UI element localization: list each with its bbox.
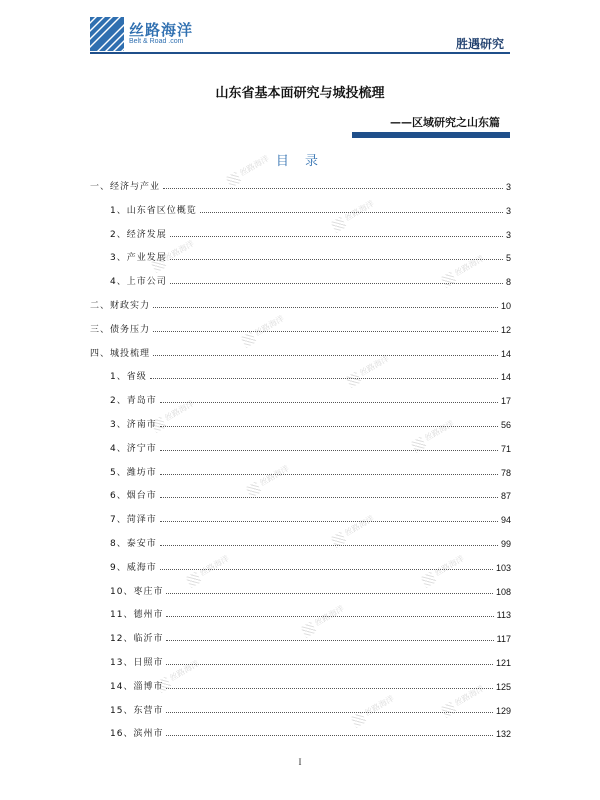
toc-entry-label: 二、财政实力 <box>90 301 151 311</box>
toc-dot-leader <box>160 520 498 522</box>
watermark-text: 丝路海洋 <box>238 153 271 178</box>
toc-entry[interactable] <box>110 392 511 406</box>
toc-dot-leader <box>160 496 498 498</box>
watermark-text: 丝路海洋 <box>423 418 456 443</box>
toc-heading: 目 录 <box>275 154 325 169</box>
toc-entry-label: 8、泰安市 <box>110 539 157 549</box>
toc-entry[interactable] <box>110 487 511 501</box>
toc-entry[interactable] <box>110 583 511 597</box>
toc-entry-label: 9、威海市 <box>110 562 157 573</box>
toc-entry-page: 78 <box>500 467 511 478</box>
toc-entry-page: 125 <box>495 681 511 692</box>
toc-entry-label: 1、山东省区位概览 <box>110 205 197 216</box>
toc-entry-label: 四、城投梳理 <box>90 348 151 359</box>
toc-entry-label: 1、省级 <box>110 372 147 383</box>
toc-entry-label: 2、青岛市 <box>110 396 157 407</box>
toc-entry[interactable] <box>110 725 511 739</box>
toc-entry-label: 2、经济发展 <box>110 229 167 240</box>
toc-entry-page: 14 <box>500 372 511 383</box>
toc-entry-label: 16、滨州市 <box>110 729 164 740</box>
logo-english-name: Belt & Road .com <box>129 38 184 45</box>
toc-entry-label: 7、菏泽市 <box>110 515 157 526</box>
toc-entry-page: 108 <box>495 586 511 597</box>
toc-entry[interactable] <box>110 226 511 240</box>
toc-entry-page: 103 <box>495 562 511 573</box>
toc-entry[interactable] <box>110 511 511 525</box>
toc-entry-label: 一、经济与产业 <box>90 182 161 192</box>
toc-dot-leader <box>160 568 493 570</box>
toc-entry[interactable] <box>110 654 511 668</box>
toc-entry[interactable] <box>110 630 511 644</box>
watermark-text: 丝路海洋 <box>453 253 486 278</box>
toc-dot-leader <box>150 377 498 379</box>
toc-dot-leader <box>160 401 498 403</box>
toc-entry-page: 12 <box>500 324 511 335</box>
toc-entry-page: 8 <box>505 277 511 288</box>
toc-dot-leader <box>166 615 493 617</box>
watermark-text: 丝路海洋 <box>358 353 391 378</box>
toc-dot-leader <box>170 258 503 260</box>
toc-entry[interactable] <box>110 416 511 430</box>
toc-entry[interactable] <box>110 535 511 549</box>
toc-entry-page: 3 <box>505 229 511 240</box>
watermark-text: 丝路海洋 <box>168 658 201 683</box>
page-number: I <box>298 757 302 767</box>
document-subtitle: ——区域研究之山东篇 <box>390 116 500 129</box>
toc-entry[interactable] <box>110 678 511 692</box>
toc-entry[interactable] <box>90 297 511 311</box>
watermark-text: 丝路海洋 <box>343 513 376 538</box>
toc-dot-leader <box>170 282 503 284</box>
toc-entry-page: 14 <box>500 348 511 359</box>
toc-dot-leader <box>153 306 498 308</box>
toc-dot-leader <box>153 330 498 332</box>
toc-dot-leader <box>166 734 493 736</box>
toc-dot-leader <box>160 449 498 451</box>
toc-entry[interactable] <box>110 249 511 263</box>
watermark-text: 丝路海洋 <box>198 553 231 578</box>
toc-entry-page: 121 <box>495 658 511 668</box>
toc-entry[interactable] <box>90 178 511 192</box>
toc-entry-page: 17 <box>500 396 511 407</box>
toc-entry-page: 3 <box>505 182 511 192</box>
toc-entry-label: 11、德州市 <box>110 610 164 621</box>
toc-dot-leader <box>163 187 503 189</box>
toc-entry[interactable] <box>110 368 511 382</box>
toc-entry-label: 三、债务压力 <box>90 324 151 335</box>
toc-entry[interactable] <box>90 321 511 335</box>
toc-entry-page: 10 <box>500 301 511 311</box>
toc-entry-label: 3、济南市 <box>110 420 157 430</box>
toc-entry-label: 6、烟台市 <box>110 491 157 502</box>
watermark-text: 丝路海洋 <box>258 463 291 488</box>
watermark-text: 丝路海洋 <box>253 313 286 338</box>
toc-entry[interactable] <box>110 202 511 216</box>
toc-dot-leader <box>160 425 498 427</box>
watermark-text: 丝路海洋 <box>163 398 196 423</box>
toc-entry[interactable] <box>110 559 511 573</box>
toc-entry-page: 99 <box>500 539 511 549</box>
toc-entry-page: 3 <box>505 205 511 216</box>
watermark-text: 丝路海洋 <box>163 238 196 263</box>
toc-dot-leader <box>160 473 498 475</box>
toc-dot-leader <box>170 235 503 237</box>
toc-entry[interactable] <box>110 702 511 716</box>
toc-entry[interactable] <box>110 464 511 478</box>
toc-entry-page: 87 <box>500 491 511 502</box>
toc-entry-page: 129 <box>495 705 511 716</box>
toc-entry-label: 4、济宁市 <box>110 443 157 454</box>
toc-dot-leader <box>200 211 503 213</box>
toc-entry-page: 71 <box>500 443 511 454</box>
watermark-text: 丝路海洋 <box>343 198 376 223</box>
toc-entry-page: 5 <box>505 253 511 264</box>
toc-entry-label: 3、产业发展 <box>110 253 167 264</box>
toc-dot-leader <box>166 663 493 665</box>
document-title: 山东省基本面研究与城投梳理 <box>215 86 385 101</box>
toc-entry-label: 13、日照市 <box>110 658 164 668</box>
toc-entry[interactable] <box>110 440 511 454</box>
toc-entry[interactable] <box>110 273 511 287</box>
toc-entry-label: 12、临沂市 <box>110 634 164 645</box>
toc-dot-leader <box>166 687 493 689</box>
toc-dot-leader <box>153 354 498 356</box>
watermark-text: 丝路海洋 <box>453 683 486 708</box>
toc-entry-label: 14、淄博市 <box>110 681 164 692</box>
header-tag: 胜遇研究 <box>456 37 505 51</box>
toc-dot-leader <box>166 639 493 641</box>
toc-entry-label: 5、潍坊市 <box>110 467 157 478</box>
toc-dot-leader <box>166 592 493 594</box>
toc-entry[interactable] <box>90 345 511 359</box>
toc-entry-page: 94 <box>500 515 511 526</box>
toc-dot-leader <box>160 544 498 546</box>
toc-entry-label: 4、上市公司 <box>110 277 167 288</box>
toc-entry-page: 132 <box>495 729 511 740</box>
logo-chinese-name: 丝路海洋 <box>129 21 194 39</box>
toc-entry-page: 113 <box>496 610 511 621</box>
toc-dot-leader <box>166 711 493 713</box>
watermark-text: 丝路海洋 <box>363 693 396 718</box>
toc-entry[interactable] <box>110 606 511 620</box>
toc-entry-page: 56 <box>500 420 511 430</box>
watermark-text: 丝路海洋 <box>433 553 466 578</box>
toc-entry-label: 10、枣庄市 <box>110 586 164 597</box>
toc-entry-label: 15、东营市 <box>110 705 164 716</box>
watermark-text: 丝路海洋 <box>313 603 346 628</box>
toc-entry-page: 117 <box>496 634 511 645</box>
